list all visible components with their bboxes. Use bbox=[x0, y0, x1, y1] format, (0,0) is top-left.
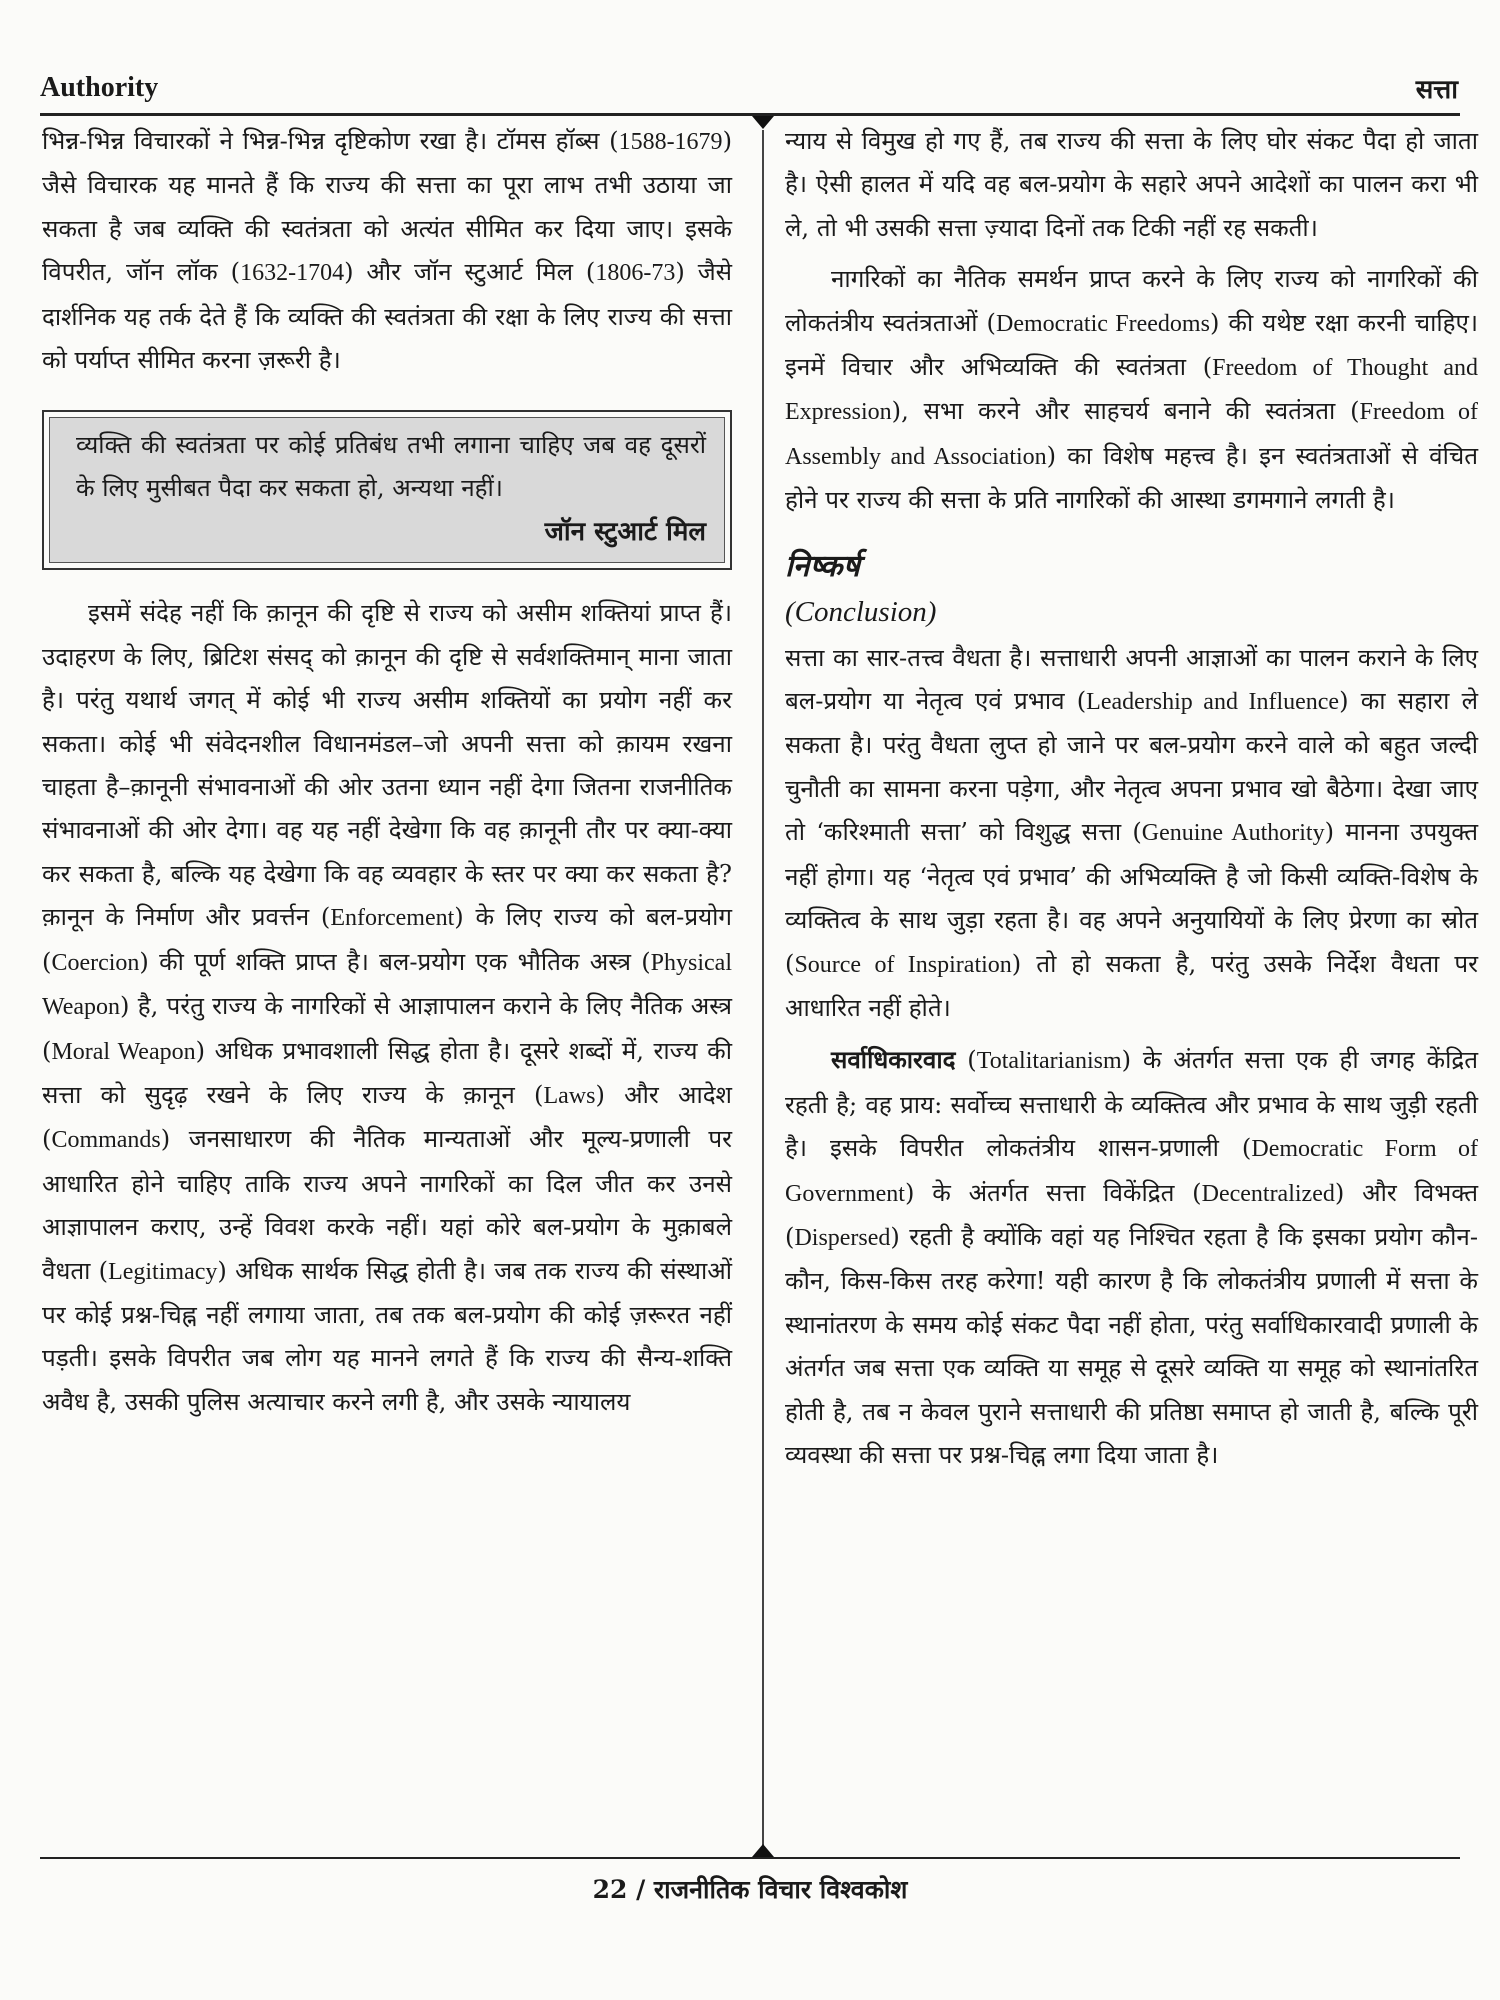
quote-box bbox=[42, 410, 732, 570]
right-column bbox=[785, 120, 1478, 1477]
right-paragraph-3: सत्ता का सार-तत्त्व वैधता है। सत्ताधारी अपनी आज्ञाओं का पालन कराने के लिए बल-प्रयोग या नेतृत्व एवं प्रभाव (Leadership and Influence) का सहारा ले सकता है। परंतु वैधता लुप्त हो जाने पर बल-प्रयोग करने वाले को बहुत जल्दी चुनौती का सामना करना पड़ेगा, और नेतृत्व अपना प्रभाव खो बैठेगा। देखा जाए तो ‘करिश्माती सत्ता’ को विशुद्ध सत्ता (Genuine Authority) मानना उपयुक्त नहीं होगा। यह ‘नेतृत्व एवं प्रभाव’ की अभिव्यक्ति है जो किसी व्यक्ति-विशेष के व्यक्तित्व के साथ जुड़ा रहता है। वह अपने अनुयायियों के लिए प्रेरणा का स्रोत (Source of Inspiration) तो हो सकता है, परंतु उसके निर्देश वैधता पर आधारित नहीं होते। bbox=[785, 643, 1478, 1022]
footer-triangle-marker bbox=[752, 1844, 774, 1857]
section-title-hindi: निष्कर्ष bbox=[785, 548, 860, 584]
footer-rule bbox=[40, 1857, 1460, 1859]
right-paragraph-1: न्याय से विमुख हो गए हैं, तब राज्य की सत्ता के लिए घोर संकट पैदा हो जाता है। ऐसी हालत में यदि वह बल-प्रयोग के सहारे अपने आदेशों का पालन करा भी ले, तो भी उसकी सत्ता ज़्यादा दिनों तक टिकी नहीं रह सकती। bbox=[785, 127, 1478, 242]
quote-author: जॉन स्टुआर्ट मिल bbox=[544, 517, 706, 548]
header-rule bbox=[40, 113, 1460, 116]
section-title-english: (Conclusion) bbox=[785, 595, 937, 628]
header-triangle-marker bbox=[752, 116, 774, 129]
running-header-left: Authority bbox=[40, 72, 159, 103]
quote-text: व्यक्ति की स्वतंत्रता पर कोई प्रतिबंध तभी लगाना चाहिए जब वह दूसरों के लिए मुसीबत पैदा कर सकता हो, अन्यथा नहीं। bbox=[76, 431, 706, 503]
page-footer: 22 / राजनीतिक विचार विश्वकोश bbox=[592, 1875, 908, 1904]
left-paragraph-2: इसमें संदेह नहीं कि क़ानून की दृष्टि से राज्य को असीम शक्तियां प्राप्त हैं। उदाहरण के लिए, ब्रिटिश संसद् को क़ानून की दृष्टि से सर्वशक्तिमान् माना जाता है। परंतु यथार्थ जगत् में कोई भी राज्य असीम शक्तियों का प्रयोग नहीं कर सकता। कोई भी संवेदनशील विधानमंडल–जो अपनी सत्ता को क़ायम रखना चाहता है–क़ानूनी संभावनाओं की ओर उतना ध्यान नहीं देगा जितना राजनीतिक संभावनाओं की ओर देगा। वह यह नहीं देखेगा कि वह क़ानूनी तौर पर क्या-क्या कर सकता है, बल्कि यह देखेगा कि वह व्यवहार के स्तर पर क्या कर सकता है? क़ानून के निर्माण और प्रवर्त्तन (Enforcement) के लिए राज्य को बल-प्रयोग (Coercion) की पूर्ण शक्ति प्राप्त है। बल-प्रयोग एक भौतिक अस्त्र (Physical Weapon) है, परंतु राज्य के नागरिकों से आज्ञापालन कराने के लिए नैतिक अस्त्र (Moral Weapon) अधिक प्रभावशाली सिद्ध होता है। दूसरे शब्दों में, राज्य की सत्ता को सुदृढ़ रखने के लिए राज्य के क़ानून (Laws) और आदेश (Commands) जनसाधारण की नैतिक मान्यताओं और मूल्य-प्रणाली पर आधारित होने चाहिए ताकि राज्य अपने नागरिकों का दिल जीत कर उनसे आज्ञापालन कराए, उन्हें विवश करके नहीं। यहां कोरे बल-प्रयोग के मुक़ाबले वैधता (Legitimacy) अधिक सार्थक सिद्ध होती है। जब तक राज्य की संस्थाओं पर कोई प्रश्न-चिह्न नहीं लगाया जाता, तब तक बल-प्रयोग की कोई ज़रूरत नहीं पड़ती। इसके विपरीत जब लोग यह मानने लगते हैं कि राज्य की सैन्य-शक्ति अवैध है, उसकी पुलिस अत्याचार करने लगी है, और उसके न्यायालय bbox=[42, 599, 732, 1416]
right-paragraph-4: सर्वाधिकारवाद (Totalitarianism) के अंतर्गत सत्ता एक ही जगह केंद्रित रहती है; वह प्राय: सर्वोच्च सत्ताधारी के व्यक्तित्व और प्रभाव के साथ जुड़ी रहती है। इसके विपरीत लोकतंत्रीय शासन-प्रणाली (Democratic Form of Government) के अंतर्गत सत्ता विकेंद्रित (Decentralized) और विभक्त (Dispersed) रहती है क्योंकि वहां यह निश्चित रहता है कि इसका प्रयोग कौन-कौन, किस-किस तरह करेगा! यही कारण है कि लोकतंत्रीय प्रणाली में सत्ता के स्थानांतरण के समय कोई संकट पैदा नहीं होता, परंतु सर्वाधिकारवादी प्रणाली के अंतर्गत जब सत्ता एक व्यक्ति या समूह से दूसरे व्यक्ति या समूह को स्थानांतरित होती है, तब न केवल पुराने सत्ताधारी की प्रतिष्ठा समाप्त हो जाती है, बल्कि पूरी व्यवस्था की सत्ता पर प्रश्न-चिह्न लगा दिया जाता है। bbox=[785, 1045, 1479, 1469]
column-divider bbox=[762, 130, 764, 1852]
left-paragraph-1: भिन्न-भिन्न विचारकों ने भिन्न-भिन्न दृष्टिकोण रखा है। टॉमस हॉब्स (1588-1679) जैसे विचारक यह मानते हैं कि राज्य की सत्ता का पूरा लाभ तभी उठाया जा सकता है जब व्यक्ति की स्वतंत्रता को अत्यंत सीमित कर दिया जाए। इसके विपरीत, जॉन लॉक (1632-1704) और जॉन स्टुआर्ट मिल (1806-73) जैसे दार्शनिक यह तर्क देते हैं कि व्यक्ति की स्वतंत्रता की रक्षा के लिए राज्य की सत्ता को पर्याप्त सीमित करना ज़रूरी है। bbox=[42, 127, 732, 375]
running-header-right: सत्ता bbox=[1415, 75, 1458, 105]
left-column bbox=[42, 120, 732, 1424]
term-totalitarianism: सर्वाधिकारवाद bbox=[831, 1045, 956, 1075]
right-paragraph-2: नागरिकों का नैतिक समर्थन प्राप्त करने के लिए राज्य को नागरिकों की लोकतंत्रीय स्वतंत्रताओं (Democratic Freedoms) की यथेष्ट रक्षा करनी चाहिए। इनमें विचार और अभिव्यक्ति की स्वतंत्रता (Freedom of Thought and Expression), सभा करने और साहचर्य बनाने की स्वतंत्रता (Freedom of Assembly and Association) का विशेष महत्त्व है। इन स्वतंत्रताओं से वंचित होने पर राज्य की सत्ता के प्रति नागरिकों की आस्था डगमगाने लगती है। bbox=[785, 265, 1478, 515]
